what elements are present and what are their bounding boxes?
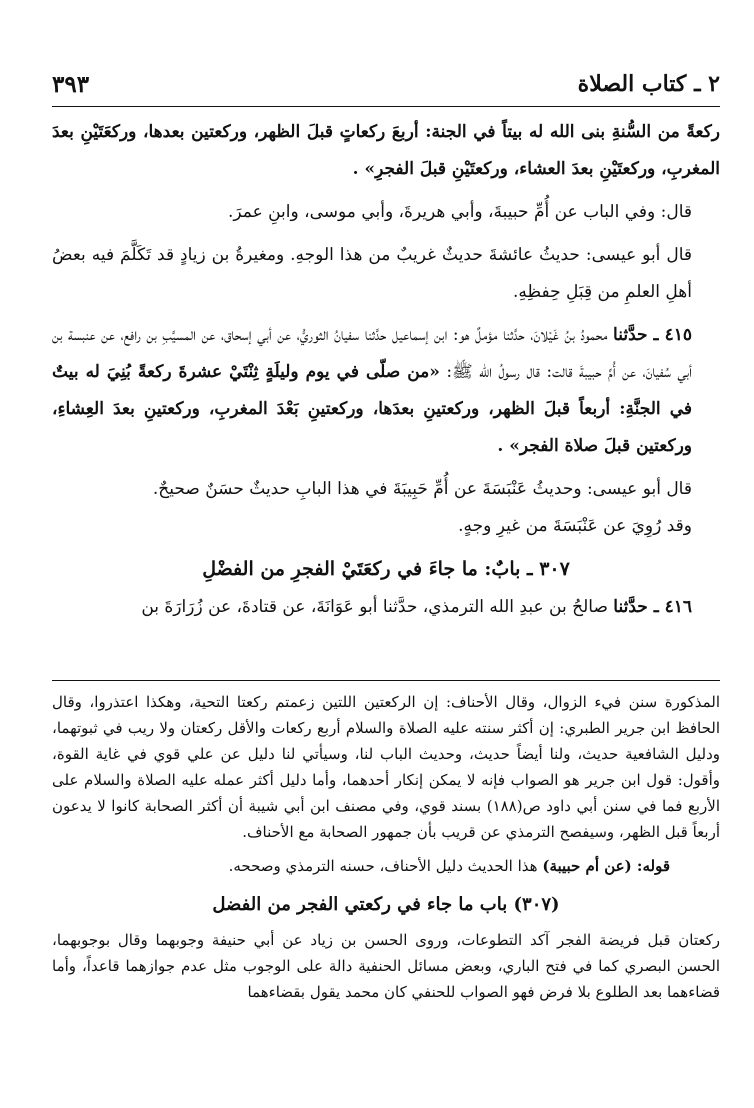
hadith-416-number: ٤١٦ ـ حدَّثنا [613,597,692,617]
hadith-415-quote: «من صلّى في يوم وليلَةٍ ثِنْتَيْ عشرةَ ركعةً بُنِيَ له بيتٌ في الجنَّةِ: أربعاً قبلَ الظهر، وركعتينِ بعدَها، وركعتينِ بَعْدَ المغربِ، وركعتينِ بعدَ العِشاءِ، وركعتين قبلَ صلاة الفجر» . [52,362,692,456]
hadith-415-number: ٤١٥ ـ حدَّثنا [613,325,692,345]
footnotes [52,680,720,1005]
hadith-416 [52,589,720,626]
section-heading: ٣٠٧ ـ بابٌ: ما جاءَ في ركعَتَيْ الفجرِ من الفضْلِ [202,558,570,580]
page-number: ٣٩٣ [52,70,90,98]
chapter-title: ٢ ـ كتاب الصلاة [577,71,720,97]
hadith-415-chain: محمودُ بنُ غَيْلانَ، حدَّثنا مؤملٌ هو: ابن إسماعيل حدَّثنا سفيانُ الثوريُّ، عن أبي إسحاق، عن المسيَّبِ بن رافع، عن عنبسة بن أبي سُفيانَ، عن أُمِّ حبيبةَ قالت: قال رسولُ الله ﷺ: [52,325,692,382]
paragraph-hadith-ending: ركعةً من السُّنةِ بنى الله له بيتاً في الجنة: أربعَ ركعاتٍ قبلَ الظهر، وركعتين بعدها، وركعَتَيْنِ بعدَ المغربِ، وركعتَيْنِ بعدَ العشاء، وركعتَيْنِ قبلَ الفجرِ» . [52,122,720,179]
main-text [52,114,720,626]
book-page [52,0,720,1108]
footnote-2-label: قوله: (عن أم حبيبة) [542,857,670,875]
footnote-paragraph-3: ركعتان قبل فريضة الفجر آكد التطوعات، وروى الحسن بن زياد عن أبي حنيفة وجوبهما وقال بوجوبهما، الحسن البصري كما في فتح الباري، وبعض مسائل الحنفية دالة على الوجوب مثل عدم جوازهما قاعداً، وأما قضاءهما بعد الطلوع بلا فرض فهو الصواب للحنفي كان محمد يقول بقضاءهما [52,931,720,1001]
footnote-2-text: هذا الحديث دليل الأحناف، حسنه الترمذي وصححه. [228,857,538,875]
footnote-heading: (٣٠٧) باب ما جاء في ركعتي الفجر من الفضل [212,894,560,915]
paragraph-other-routes: وقد رُوِيَ عن عَنْبَسَةَ من غيرِ وجهٍ. [458,516,692,536]
page-header [52,62,720,107]
hadith-416-chain: صالحُ بن عبدِ الله الترمذي، حدَّثنا أبو عَوَانَةَ، عن قتادةَ، عن زُرَارَةَ بن [141,597,608,617]
paragraph-abu-isa-grading: قال أبو عيسى: وحديثُ عَنْبَسَةَ عن أُمِّ حَبِيبَةَ في هذا البابِ حديثٌ حسَنٌ صحيحٌ. [152,479,692,499]
paragraph-abu-isa-comment: قال أبو عيسى: حديثُ عائشةَ حديثٌ غريبٌ من هذا الوجهِ. ومغيرةُ بن زيادٍ قد تَكَلَّمَ فيه بعضُ أهلِ العلمِ من قِبَلِ حِفظِهِ. [52,245,692,302]
hadith-415 [52,317,720,465]
paragraph-in-the-chapter: قال: وفي الباب عن أُمِّ حبيبةَ، وأبي هريرةَ، وأبي موسى، وابنِ عمرَ. [227,202,692,222]
footnote-paragraph-1: المذكورة سنن فيء الزوال، وقال الأحناف: إن الركعتين اللتين زعمتم ركعتا التحية، وهكذا اعتذروا، وقال الحافظ ابن جرير الطبري: إن أكثر سنته عليه الصلاة والسلام أربع ركعات والأقل ركعتان ولا ريب في ثبوتهما، ودليل الشافعية حديث، ولنا أيضاً حديث، وحديث الباب لنا، وسيأتي لنا دليل عن علي قوي في غاية القوة، وأقول: قول ابن جرير هو الصواب فإنه لا يمكن إنكار أحدهما، وأما دليل أكثر عمله عليه الصلاة والسلام على الأربع فما في سنن أبي داود ص(١٨٨) بسند قوي، وفي مصنف ابن أبي شيبة أن أكثر الصحابة كانوا لا يدعون أربعاً قبل الظهر، وسيفصح الترمذي عن قريب بأن جمهور الصحابة مع الأحناف. [52,693,720,841]
footnote-paragraph-2 [52,853,720,879]
